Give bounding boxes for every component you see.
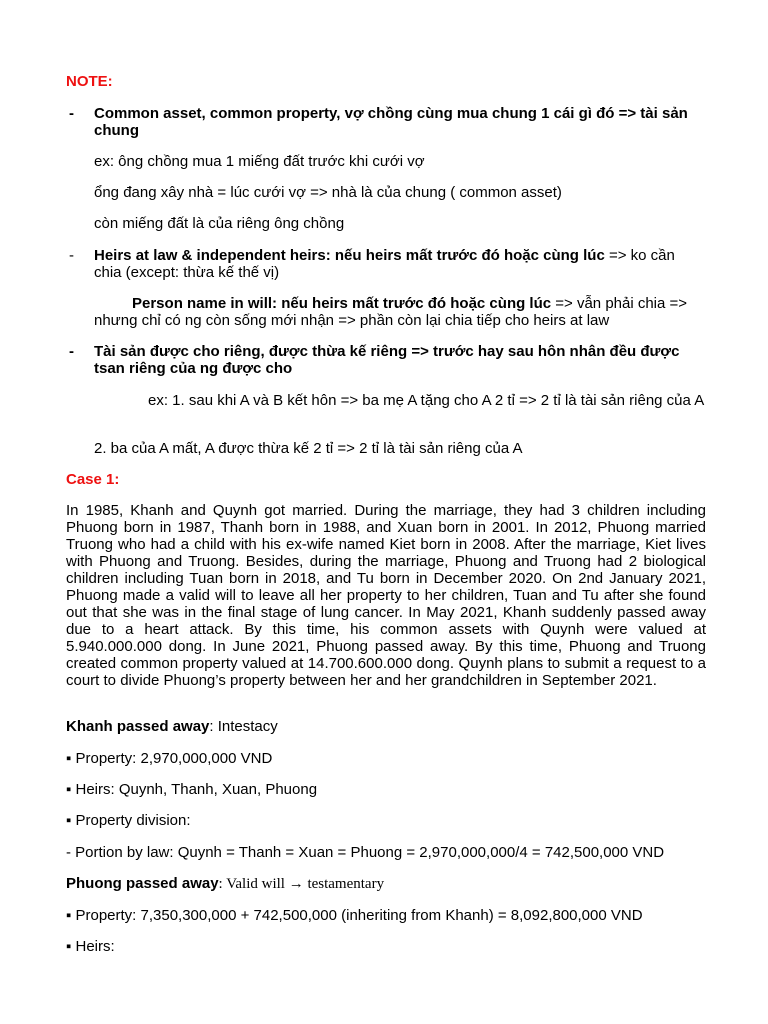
note-example-4: ex: 1. sau khi A và B kết hôn => ba mẹ A tặng cho A 2 tỉ => 2 tỉ là tài sản riêng của A [148, 392, 705, 409]
note-example-2: ổng đang xây nhà = lúc cưới vợ => nhà là của chung ( common asset) [94, 184, 562, 201]
bullet-dash: - [69, 105, 74, 122]
case-heading: Case 1: [66, 471, 120, 488]
note-bullet-2-sub: Person name in will: nếu heirs mất trước đó hoặc cùng lúc => vẫn phải chia => nhưng chỉ có ng còn sống mới nhận => phần còn lại chia tiếp cho heirs at law [94, 295, 688, 329]
note-bullet-1: Common asset, common property, vợ chồng cùng mua chung 1 cái gì đó => tài sản chung [94, 105, 688, 139]
section-phuong: Phuong passed away: Valid will → testamentary [66, 875, 385, 892]
phuong-property: ▪ Property: 7,350,300,000 + 742,500,000 (inheriting from Khanh) = 8,092,800,000 VND [66, 907, 643, 924]
note-heading: NOTE: [66, 73, 113, 90]
khanh-portion: - Portion by law: Quynh = Thanh = Xuan = Phuong = 2,970,000,000/4 = 742,500,000 VND [66, 844, 665, 861]
khanh-property: ▪ Property: 2,970,000,000 VND [66, 750, 273, 767]
note-bullet-3: Tài sản được cho riêng, được thừa kế riêng => trước hay sau hôn nhân đều được tsan riêng của ng được cho [94, 343, 680, 377]
section-khanh: Khanh passed away: Intestacy [66, 718, 278, 735]
note-example-3: còn miếng đất là của riêng ông chồng [94, 215, 345, 232]
khanh-heirs: ▪ Heirs: Quynh, Thanh, Xuan, Phuong [66, 781, 318, 798]
khanh-division: ▪ Property division: [66, 812, 191, 829]
bullet-dash: - [69, 247, 74, 264]
note-example-5: 2. ba của A mất, A được thừa kế 2 tỉ => 2 tỉ là tài sản riêng của A [94, 440, 523, 457]
phuong-heirs: ▪ Heirs: [66, 938, 115, 955]
note-example-1: ex: ông chồng mua 1 miếng đất trước khi cưới vợ [94, 153, 425, 170]
note-bullet-2: Heirs at law & independent heirs: nếu heirs mất trước đó hoặc cùng lúc => ko cần chia (except: thừa kế thế vị) [94, 247, 675, 281]
bullet-dash: - [69, 343, 74, 360]
case-paragraph: In 1985, Khanh and Quynh got married. During the marriage, they had 3 children including Phuong born in 1987, Thanh born in 1988, and Xuan born in 2001. In 2012, Phuong married Truong who had a child with his ex-wife named Kiet born in 2008. After the marriage, Kiet lives with Phuong and Truong. Besides, during the marriage, Phuong and Truong had 2 biological children including Tuan born in 2018, and Tu born in December 2020. On 2nd January 2021, Phuong made a valid will to leave all her property to her children, Tuan and Tu after she found out that she was in the final stage of lung cancer. In May 2021, Khanh suddenly passed away due to a heart attack. By this time, his common assets with Quynh were valued at 5.940.000.000 dong. In June 2021, Phuong passed away. By this time, Phuong and Truong created common property valued at 14.700.600.000 dong. Quynh plans to submit a request to a court to divide Phuong’s property between her and her grandchildren in September 2021. [66, 502, 706, 689]
